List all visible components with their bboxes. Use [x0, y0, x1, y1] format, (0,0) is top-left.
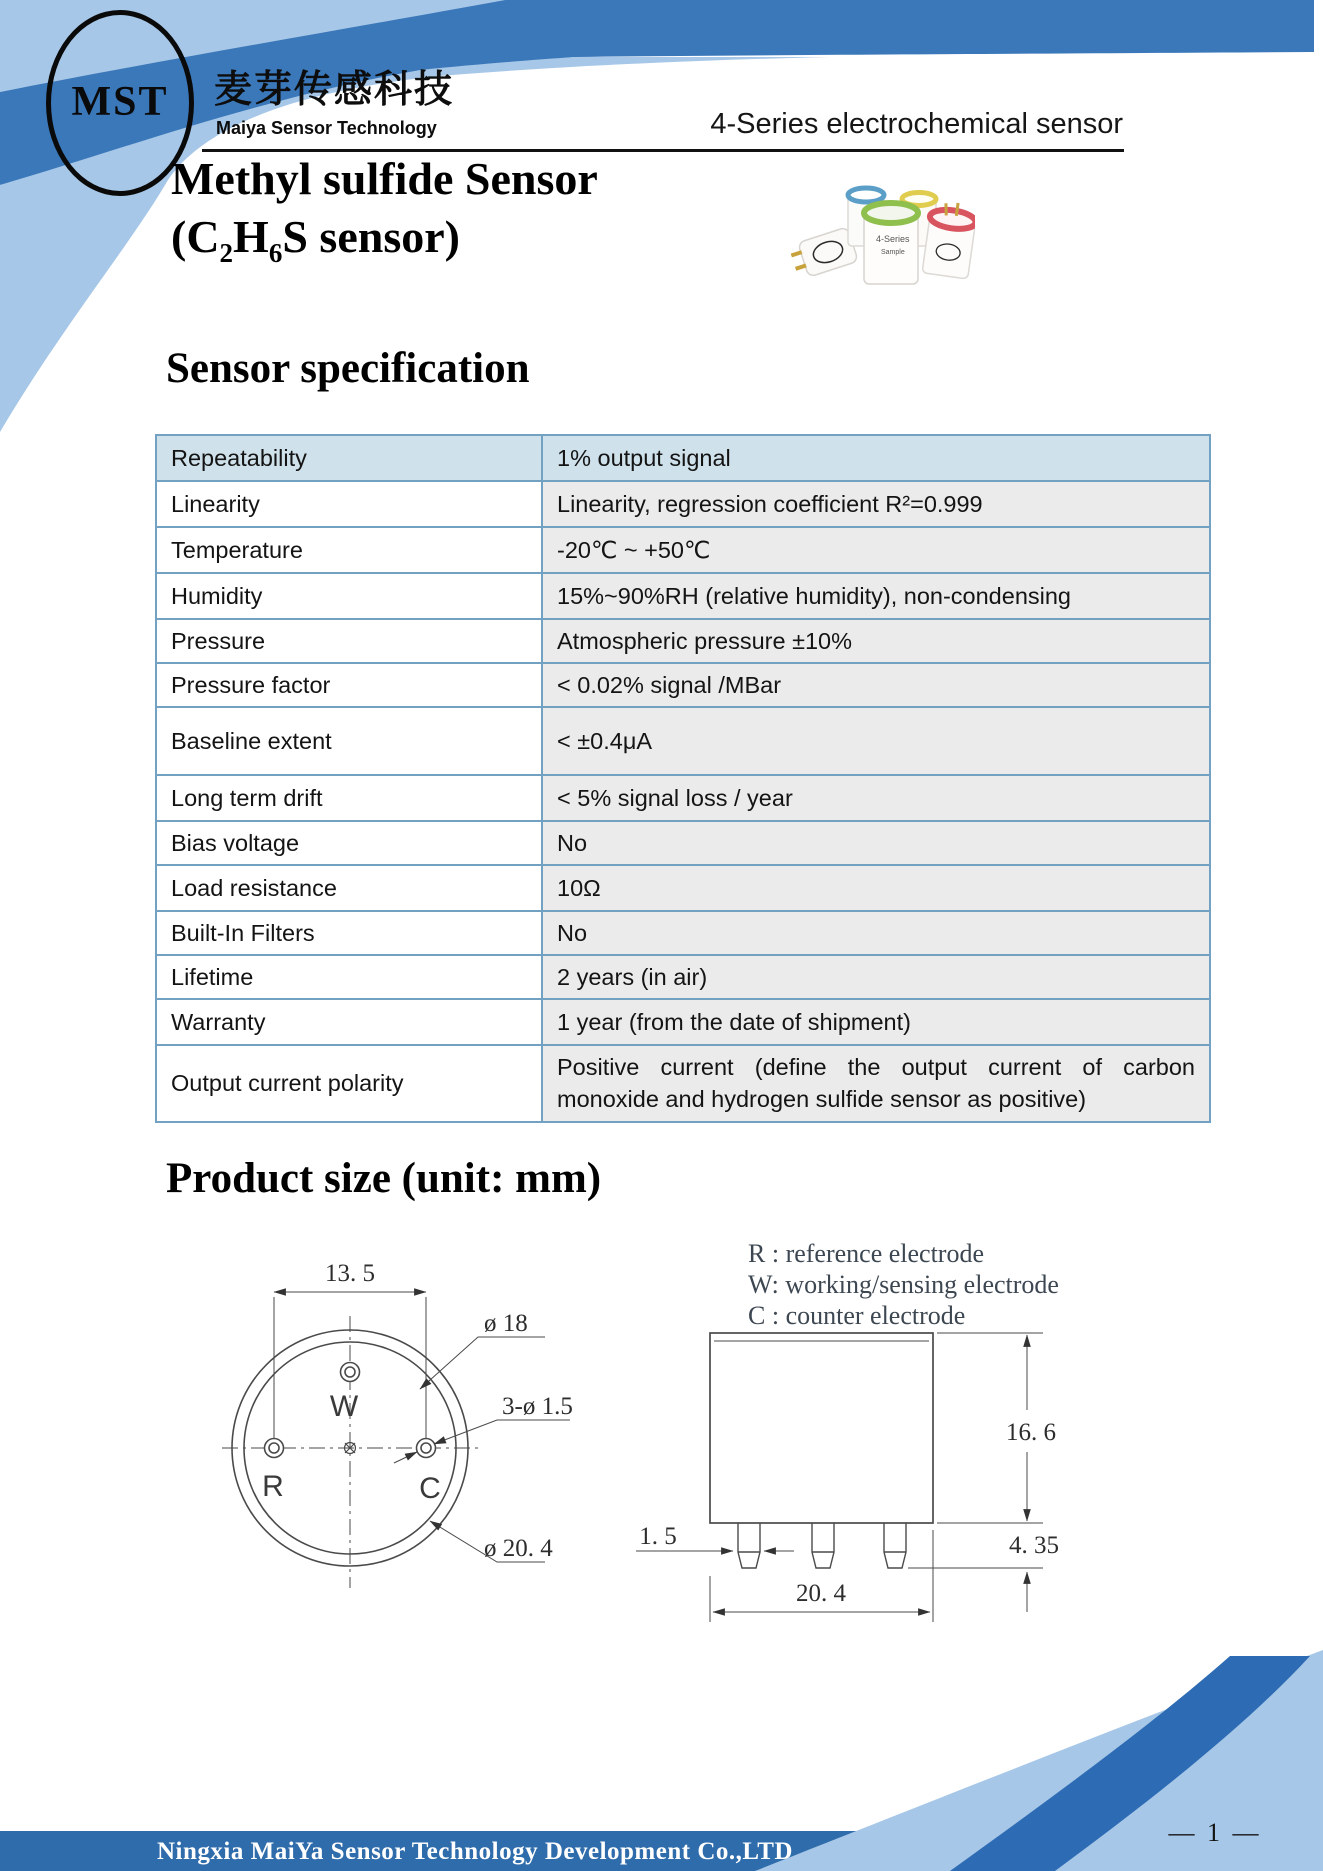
spec-label: Temperature [156, 527, 542, 573]
table-row [156, 435, 1210, 481]
dim-body-height: 16. 6 [1006, 1419, 1056, 1446]
spec-label: Linearity [156, 481, 542, 527]
table-row [156, 775, 1210, 821]
spec-label: Output current polarity [156, 1045, 542, 1122]
spec-label: Pressure [156, 619, 542, 663]
sensor-green-front [864, 203, 918, 284]
table-row [156, 821, 1210, 865]
spec-value: No [542, 821, 1210, 865]
sensor-pins [738, 1523, 906, 1568]
table-row [156, 619, 1210, 663]
formula-sub1: 2 [219, 238, 234, 269]
dim-body-width: 20. 4 [796, 1580, 846, 1607]
table-row [156, 911, 1210, 955]
table-row [156, 999, 1210, 1045]
dim-inner-diameter: ø 18 [484, 1310, 528, 1337]
formula-element: H [233, 211, 269, 262]
spec-label: Repeatability [156, 435, 542, 481]
spec-value: Positive current (define the output current of carbon monoxide and hydrogen sulfide sensor as positive) [542, 1045, 1210, 1122]
spec-value: < ±0.4μA [542, 707, 1210, 775]
table-row [156, 865, 1210, 911]
spec-value: Atmospheric pressure ±10% [542, 619, 1210, 663]
dimension-drawings [140, 1232, 1120, 1662]
table-row [156, 707, 1210, 775]
spec-label: Pressure factor [156, 663, 542, 707]
page-number: — 1 — [1168, 1818, 1262, 1847]
spec-value: 15%~90%RH (relative humidity), non-condensing [542, 573, 1210, 619]
page-subtitle-formula [171, 210, 460, 269]
electrode-label-c: C [419, 1472, 441, 1505]
logo-text: MST [71, 79, 169, 125]
spec-value: 2 years (in air) [542, 955, 1210, 999]
footer-wave-decoration [0, 1640, 1323, 1871]
photo-label-sample: Sample [881, 249, 905, 256]
spec-value: < 5% signal loss / year [542, 775, 1210, 821]
spec-table [155, 434, 1211, 1123]
table-row [156, 481, 1210, 527]
spec-value: 1% output signal [542, 435, 1210, 481]
dim-pin-diameter: 1. 5 [639, 1523, 677, 1550]
spec-label: Load resistance [156, 865, 542, 911]
sensor-red [922, 199, 975, 279]
spec-section-heading: Sensor specification [166, 345, 530, 392]
company-name-english: Maiya Sensor Technology [216, 118, 437, 138]
table-row [156, 663, 1210, 707]
spec-value: 10Ω [542, 865, 1210, 911]
dim-pin-length: 4. 35 [1009, 1532, 1059, 1559]
sensor-body-outline [710, 1333, 933, 1523]
legend-counter-electrode: C : counter electrode [748, 1301, 966, 1330]
series-title: 4-Series electrochemical sensor [710, 108, 1123, 140]
spec-value: -20℃ ~ +50℃ [542, 527, 1210, 573]
product-photo [790, 182, 975, 290]
formula-sub2: 6 [268, 238, 283, 269]
footer-company-name: Ningxia MaiYa Sensor Technology Development Co.,LTD [157, 1838, 793, 1865]
company-name-chinese: 麦芽传感科技 [214, 69, 455, 111]
dim-hole-spec: 3-ø 1.5 [502, 1393, 573, 1420]
spec-value: No [542, 911, 1210, 955]
spec-value: Linearity, regression coefficient R²=0.999 [542, 481, 1210, 527]
electrode-label-r: R [262, 1470, 284, 1503]
dim-outer-diameter: ø 20. 4 [484, 1535, 553, 1562]
table-row [156, 527, 1210, 573]
spec-label: Long term drift [156, 775, 542, 821]
legend-reference-electrode: R : reference electrode [748, 1239, 985, 1268]
page-title: Methyl sulfide Sensor [171, 153, 598, 204]
spec-label: Built-In Filters [156, 911, 542, 955]
spec-label: Baseline extent [156, 707, 542, 775]
spec-label: Humidity [156, 573, 542, 619]
spec-label: Bias voltage [156, 821, 542, 865]
size-section-heading: Product size (unit: mm) [166, 1155, 602, 1202]
formula-open: (C [171, 211, 220, 262]
photo-label-series: 4-Series [876, 234, 910, 244]
formula-close: S sensor) [282, 211, 460, 262]
table-row [156, 955, 1210, 999]
spec-value: < 0.02% signal /MBar [542, 663, 1210, 707]
table-row [156, 1045, 1210, 1122]
electrode-label-w: W [329, 1390, 359, 1423]
spec-value: 1 year (from the date of shipment) [542, 999, 1210, 1045]
spec-label: Warranty [156, 999, 542, 1045]
legend-working-electrode: W: working/sensing electrode [748, 1270, 1059, 1299]
dim-pin-spacing: 13. 5 [325, 1260, 375, 1287]
table-row [156, 573, 1210, 619]
spec-label: Lifetime [156, 955, 542, 999]
